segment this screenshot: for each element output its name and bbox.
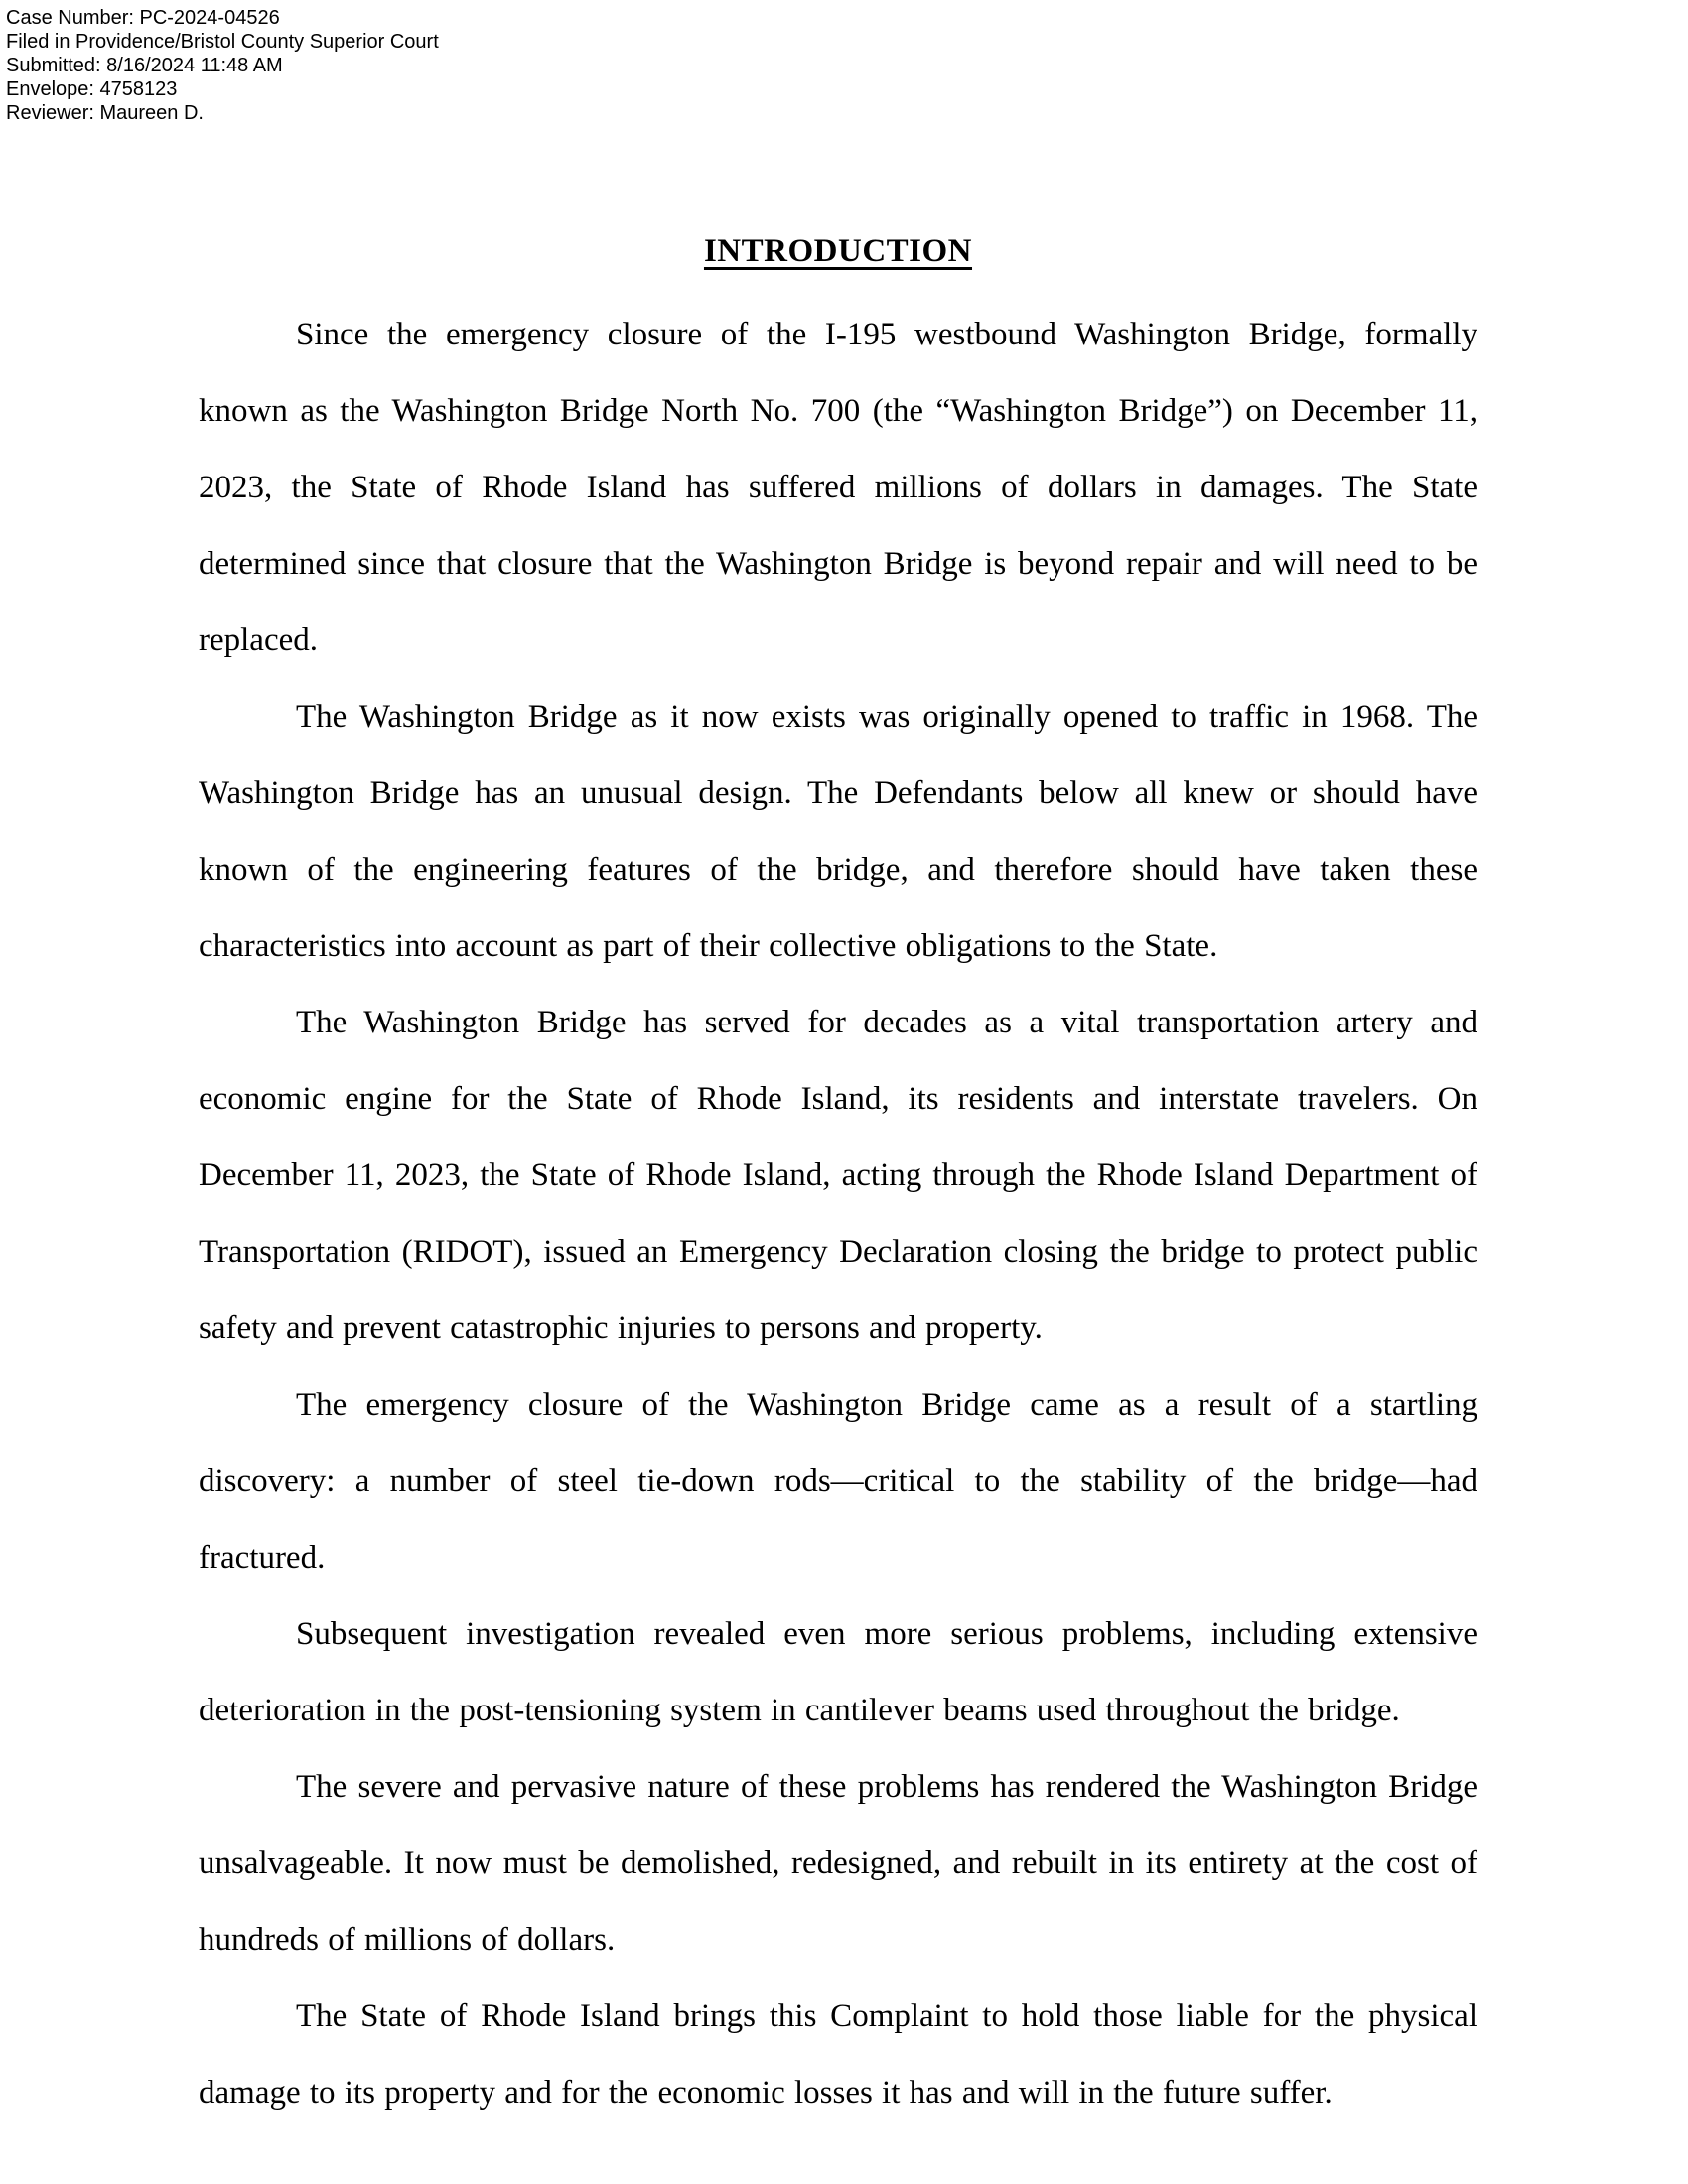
stamp-case-number: Case Number: PC-2024-04526 [6,7,280,29]
section-heading: INTRODUCTION [703,233,973,269]
paragraph-7: The State of Rhode Island brings this Complaint to hold those liable for the physical damage to its property and for the economic losses it has and will in the future suffer. [199,1998,1477,2111]
document-body [199,231,1477,2131]
stamp-envelope: Envelope: 4758123 [6,78,178,100]
paragraph-2: The Washington Bridge as it now exists was originally opened to traffic in 1968. The Washington Bridge has an unusual design. The Defendants below all knew or should have known of the engineering features of the bridge, and therefore should have taken these characteristics into account as part of their collective obligations to the State. [199,699,1477,964]
stamp-reviewer: Reviewer: Maureen D. [6,102,204,124]
paragraph-1: Since the emergency closure of the I-195 westbound Washington Bridge, formally known as the Washington Bridge North No. 700 (the “Washington Bridge”) on December 11, 2023, the State of Rhode Island has suffered millions of dollars in damages. The State determined since that closure that the Washington Bridge is beyond repair and will need to be replaced. [199,317,1477,658]
paragraph-6: The severe and pervasive nature of these problems has rendered the Washington Bridge unsalvageable. It now must be demolished, redesigned, and rebuilt in its entirety at the cost of hundreds of millions of dollars. [199,1769,1477,1958]
efiling-stamp [6,6,439,125]
paragraph-5: Subsequent investigation revealed even more serious problems, including extensive deterioration in the post-tensioning system in cantilever beams used throughout the bridge. [199,1616,1477,1728]
stamp-filed-court: Filed in Providence/Bristol County Superior Court [6,31,439,53]
paragraph-4: The emergency closure of the Washington Bridge came as a result of a startling discovery: a number of steel tie-down rods—critical to the stability of the bridge—had fractured. [199,1387,1477,1575]
paragraph-3: The Washington Bridge has served for decades as a vital transportation artery and economic engine for the State of Rhode Island, its residents and interstate travelers. On December 11, 2023, the State of Rhode Island, acting through the Rhode Island Department of Transportation (RIDOT), issued an Emergency Declaration closing the bridge to protect public safety and prevent catastrophic injuries to persons and property. [199,1005,1477,1346]
stamp-submitted: Submitted: 8/16/2024 11:48 AM [6,55,283,76]
